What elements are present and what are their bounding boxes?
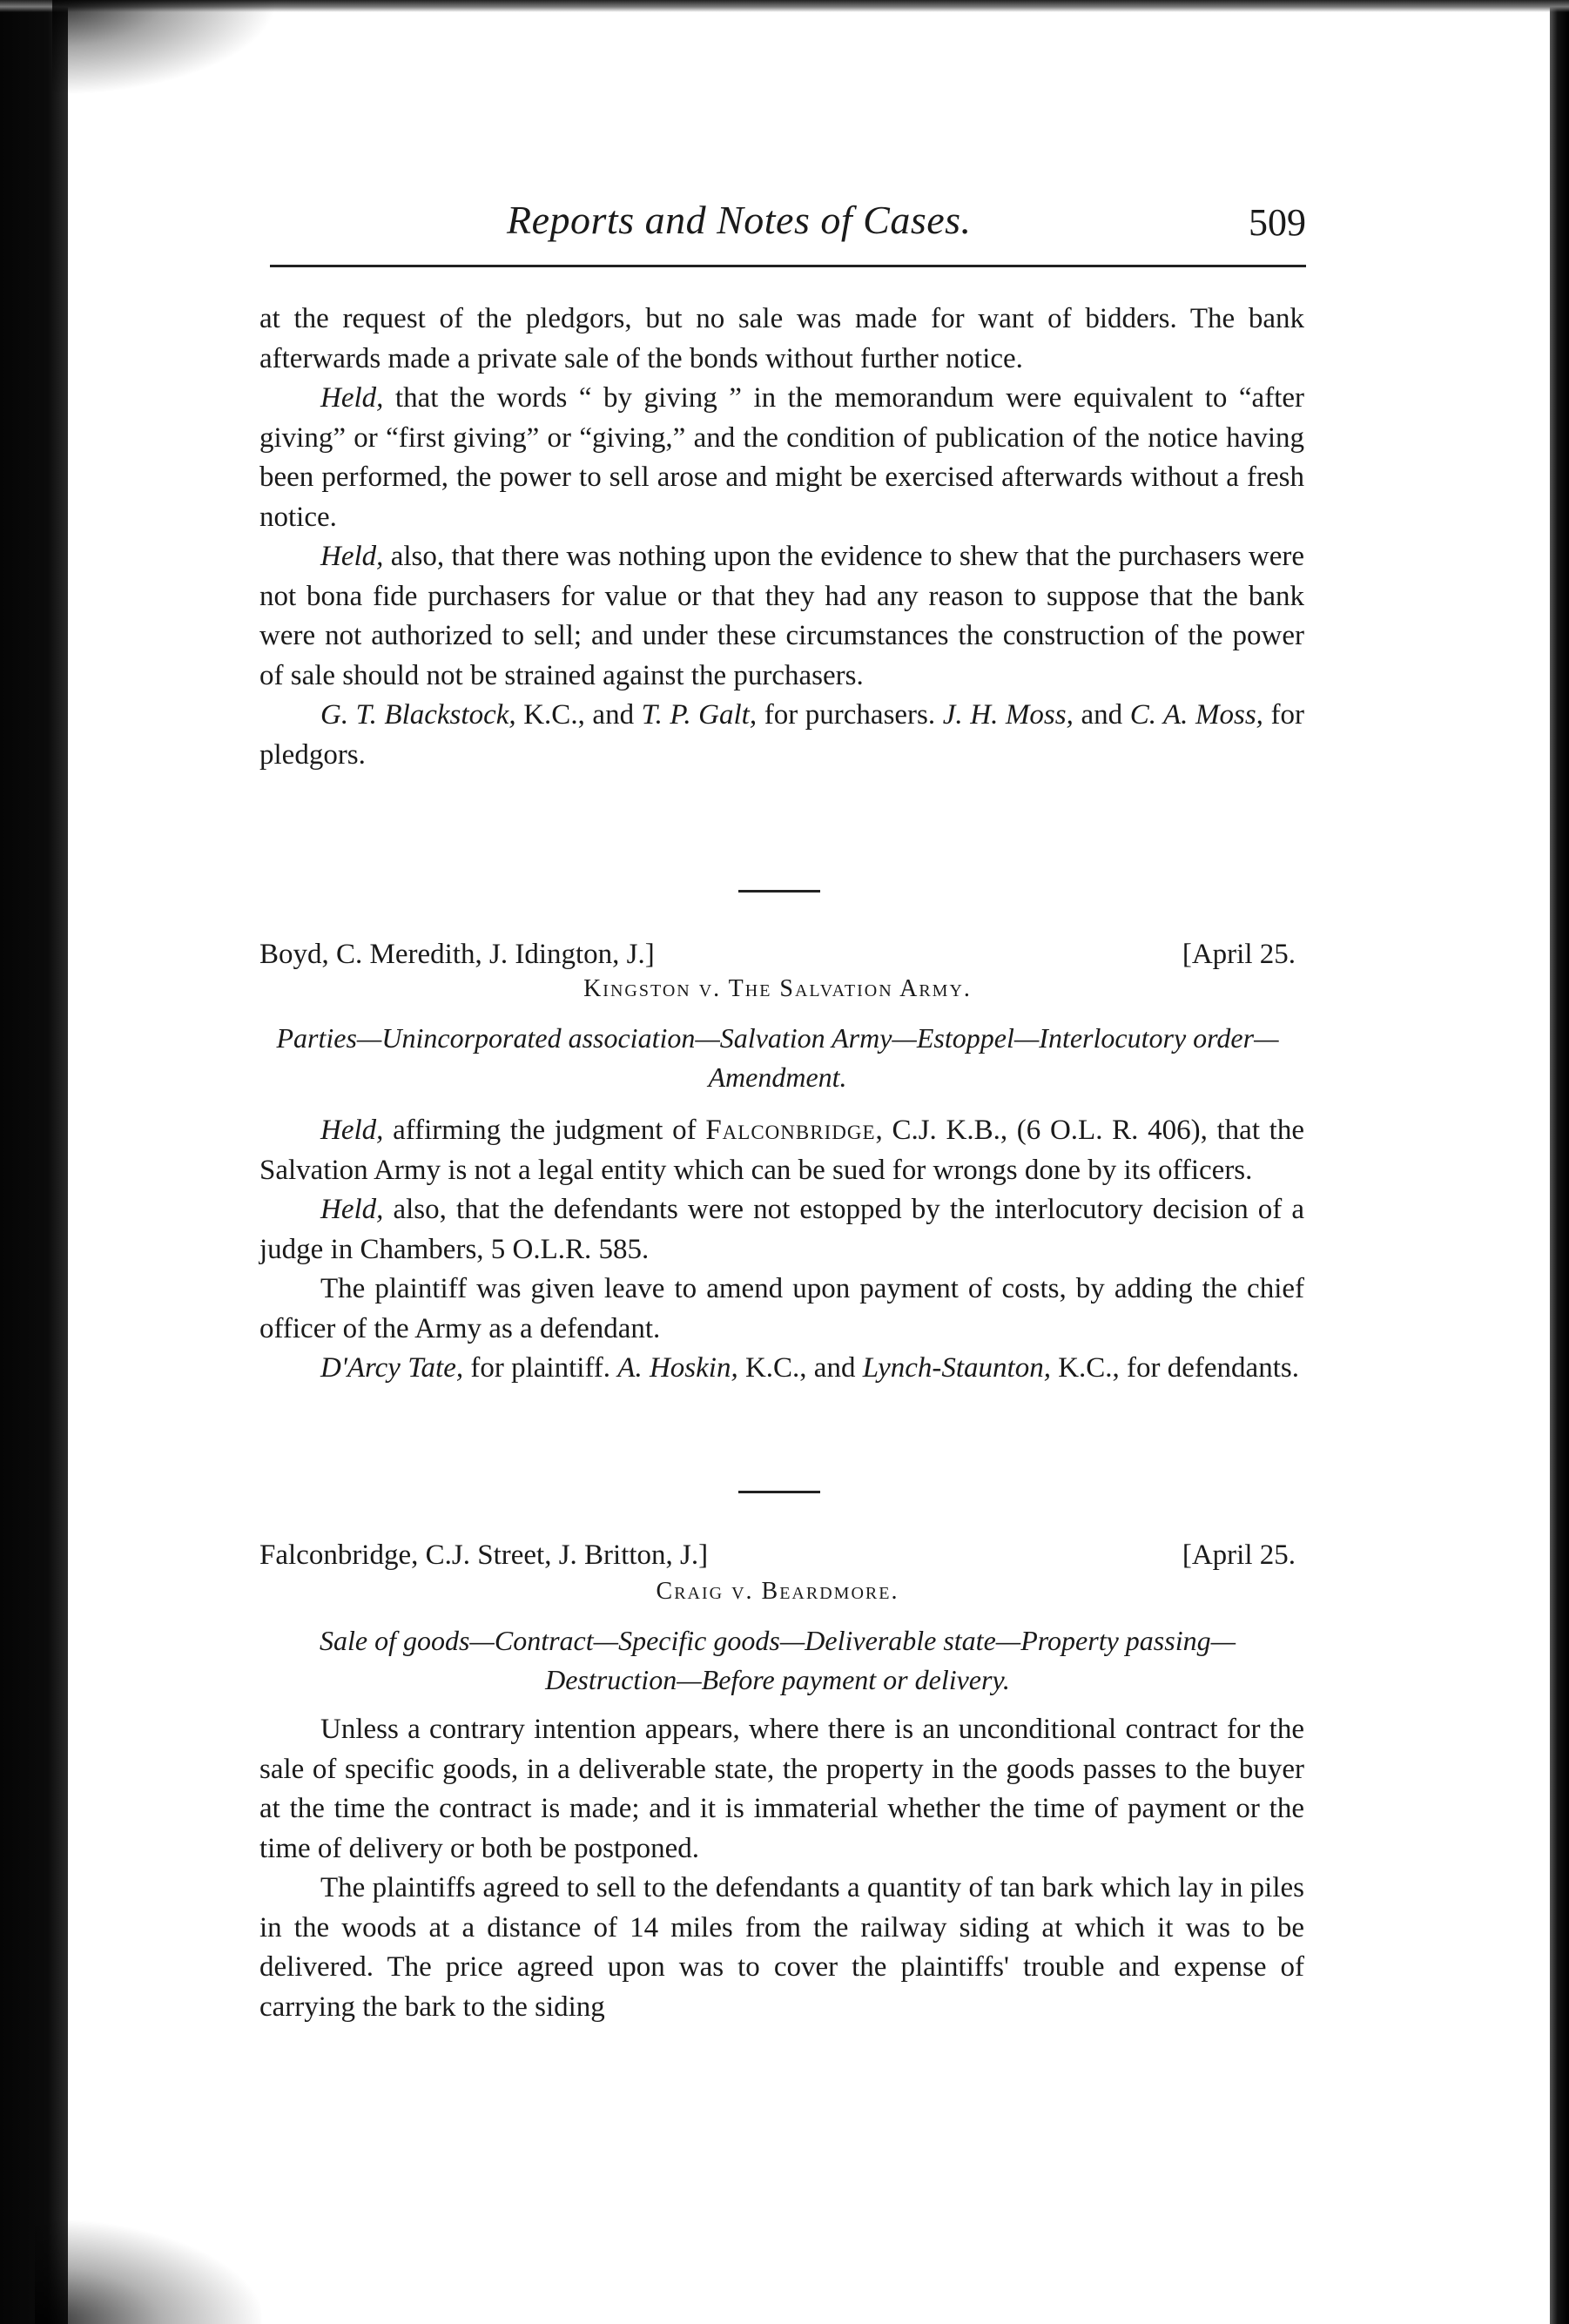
case-2-paragraph-1 xyxy=(259,1111,1304,1190)
held-label: Held, xyxy=(320,541,384,572)
counsel-text: for purchasers. xyxy=(757,699,943,731)
section-separator xyxy=(738,1491,820,1493)
counsel-name: Lynch-Staunton, xyxy=(862,1352,1051,1384)
case-3-title: Craig v. Beardmore. xyxy=(656,1578,899,1605)
case-2-paragraph-1-text-cont: , C.J. K.B., (6 O.L. R. 406), that the Salvation Army is not a legal entity which can be sued for wrongs done by its officers. xyxy=(259,1115,1304,1186)
case-2-paragraph-2-text: also, that the defendants were not estopped by the interlocutory decision of a judge in Chambers, 5 O.L.R. 585. xyxy=(259,1194,1304,1265)
counsel-text: for plaintiff. xyxy=(463,1352,618,1384)
case-3-body xyxy=(259,1710,1304,2027)
case-1-body xyxy=(259,300,1304,775)
case-1-paragraph-3 xyxy=(259,537,1304,696)
counsel-name: A. Hoskin, xyxy=(617,1352,738,1384)
counsel-name: T. P. Galt, xyxy=(641,699,758,731)
held-label: Held, xyxy=(320,1194,384,1225)
case-3-catchwords: Sale of goods—Contract—Specific goods—Deliverable state—Property passing—Destruction—Before payment or delivery. xyxy=(319,1625,1236,1695)
counsel-name: C. A. Moss, xyxy=(1129,699,1263,731)
counsel-text: for pledgors. xyxy=(259,699,1305,771)
counsel-name: J. H. Moss, xyxy=(942,699,1074,731)
case-3-judges: Falconbridge, C.J. Street, J. Britton, J.] xyxy=(259,1539,709,1571)
running-head-title: Reports and Notes of Cases. xyxy=(507,198,972,242)
counsel-text: K.C., and xyxy=(737,1352,863,1384)
case-3-date: [April 25. xyxy=(1182,1539,1296,1571)
case-2-catchwords: Parties—Unincorporated association—Salvation Army—Estoppel—Interlocutory order—Amendment. xyxy=(276,1022,1279,1093)
held-label: Held, xyxy=(320,1115,384,1146)
case-2-date: [April 25. xyxy=(1182,939,1296,970)
case-3-bench-row xyxy=(259,1539,1296,1580)
case-2-judges: Boyd, C. Meredith, J. Idington, J.] xyxy=(259,939,655,970)
case-2-body xyxy=(259,1111,1304,1389)
case-1-paragraph-3-text: also, that there was nothing upon the evidence to shew that the purchasers were not bona fide purchasers for value or that they had any reason to suppose that the bank were not authorized to sell; and under these circumstances the construction of the power of sale should not be strained against the purchasers. xyxy=(259,541,1304,691)
section-separator xyxy=(738,890,820,893)
case-2-title: Kingston v. The Salvation Army. xyxy=(583,975,972,1002)
case-1-paragraph-2-text: that the words “ by giving ” in the memorandum were equivalent to “after giving” or “first giving” or “giving,” and the condition of publication of the notice having been performed, the power to sell arose and might be exercised afterwards without a fresh notice. xyxy=(259,382,1304,533)
case-2-paragraph-1-text: affirming the judgment of xyxy=(383,1115,706,1146)
case-1-counsel xyxy=(259,696,1304,775)
counsel-text: K.C., and xyxy=(515,699,642,731)
held-label: Held, xyxy=(320,382,384,414)
header-rule xyxy=(270,265,1306,267)
counsel-name: G. T. Blackstock, xyxy=(320,699,516,731)
counsel-name: D'Arcy Tate, xyxy=(320,1352,464,1384)
case-2-counsel xyxy=(259,1349,1304,1389)
case-3-paragraph-1: Unless a contrary intention appears, where there is an unconditional contract for the sale of specific goods, in a deliverable state, the property in the goods passes to the buyer at the time the contract is made; and it is immaterial whether the time of payment or the time of delivery or both be postponed. xyxy=(259,1714,1304,1864)
case-2-bench-row xyxy=(259,939,1296,979)
page-number: 509 xyxy=(1249,201,1306,244)
running-head xyxy=(270,190,1306,251)
case-3-paragraph-2: The plaintiffs agreed to sell to the defendants a quantity of tan bark which lay in piles in the woods at a distance of 14 miles from the railway siding at which it was to be delivered. The price agreed upon was to cover the plaintiffs' trouble and expense of carrying the bark to the siding xyxy=(259,1872,1304,2023)
case-2-paragraph-2 xyxy=(259,1190,1304,1270)
case-1-paragraph-1: at the request of the pledgors, but no sale was made for want of bidders. The bank afterwards made a private sale of the bonds without further notice. xyxy=(259,303,1304,374)
case-1-paragraph-2 xyxy=(259,379,1304,537)
judge-name: Falconbridge xyxy=(705,1115,876,1146)
counsel-text: and xyxy=(1073,699,1130,731)
case-2-paragraph-3: The plaintiff was given leave to amend upon payment of costs, by adding the chief officer of the Army as a defendant. xyxy=(259,1273,1304,1344)
counsel-text: K.C., for defendants. xyxy=(1050,1352,1299,1384)
